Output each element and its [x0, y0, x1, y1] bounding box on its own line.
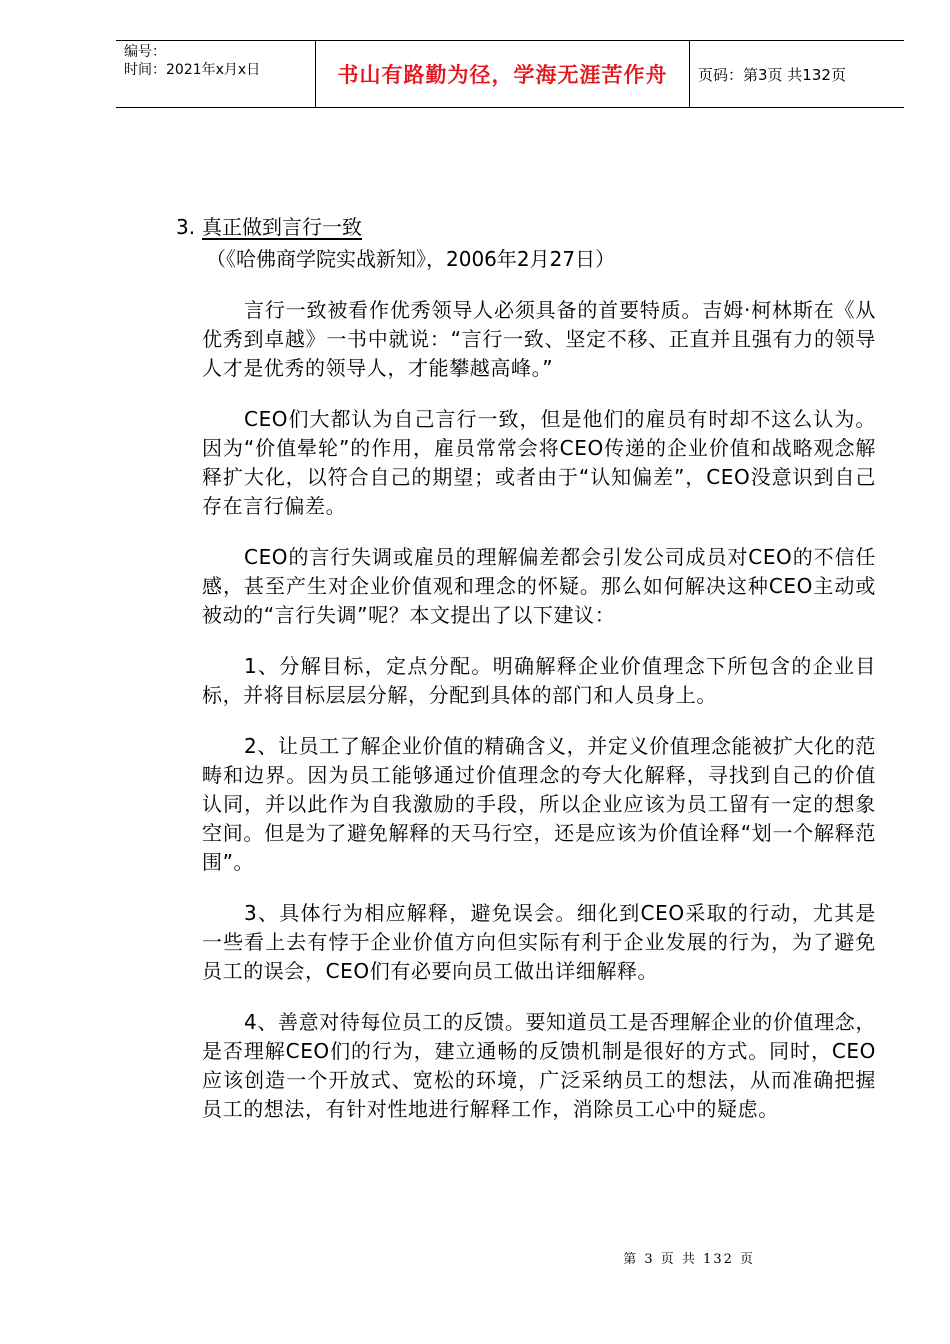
header-meta	[116, 41, 316, 107]
article-heading	[176, 210, 876, 244]
paragraph: CEO的言行失调或雇员的理解偏差都会引发公司成员对CEO的不信任感，甚至产生对企业价值观和理念的怀疑。那么如何解决这种CEO主动或被动的“言行失调”呢？本文提出了以下建议：	[202, 545, 876, 627]
article-source: （《哈佛商学院实战新知》，2006年2月27日）	[206, 247, 616, 271]
page-footer: 第 3 页 共 132 页	[623, 1252, 755, 1267]
paragraph: 言行一致被看作优秀领导人必须具备的首要特质。吉姆·柯林斯在《从优秀到卓越》一书中就说：“言行一致、坚定不移、正直并且强有力的领导人才是优秀的领导人，才能攀越高峰。”	[202, 298, 876, 380]
paragraph: 2、让员工了解企业价值的精确含义，并定义价值理念能被扩大化的范畴和边界。因为员工能够通过价值理念的夸大化解释，寻找到自己的价值认同，并以此作为自我激励的手段，所以企业应该为员工留有一定的想象空间。但是为了避免解释的天马行空，还是应该为价值诠释“划一个解释范围”。	[202, 734, 876, 874]
paragraph: CEO们大都认为自己言行一致，但是他们的雇员有时却不这么认为。因为“价值晕轮”的作用，雇员常常会将CEO传递的企业价值和战略观念解释扩大化，以符合自己的期望；或者由于“认知偏差”，CEO没意识到自己存在言行偏差。	[202, 407, 876, 518]
header-motto: 书山有路勤为径，学海无涯苦作舟	[316, 41, 690, 107]
article-number: 3.	[176, 215, 196, 239]
article-title: 真正做到言行一致	[202, 215, 362, 239]
article	[176, 210, 876, 1146]
paragraph: 1、分解目标，定点分配。明确解释企业价值理念下所包含的企业目标，并将目标层层分解，分配到具体的部门和人员身上。	[202, 654, 876, 707]
page-header	[116, 40, 904, 108]
article-body	[176, 296, 876, 1124]
doc-number-label: 编号：	[124, 44, 166, 60]
paragraph: 3、具体行为相应解释，避免误会。细化到CEO采取的行动，尤其是一些看上去有悖于企业价值方向但实际有利于企业发展的行为，为了避免员工的误会，CEO们有必要向员工做出详细解释。	[202, 901, 876, 983]
header-page-info: 页码：第3页 共132页	[698, 65, 846, 84]
paragraph: 4、善意对待每位员工的反馈。要知道员工是否理解企业的价值理念，是否理解CEO们的行为，建立通畅的反馈机制是很好的方式。同时，CEO应该创造一个开放式、宽松的环境，广泛采纳员工的想法，从而准确把握员工的想法，有针对性地进行解释工作，消除员工心中的疑虑。	[202, 1010, 876, 1121]
doc-time-label: 时间：2021年x月x日	[124, 62, 261, 78]
